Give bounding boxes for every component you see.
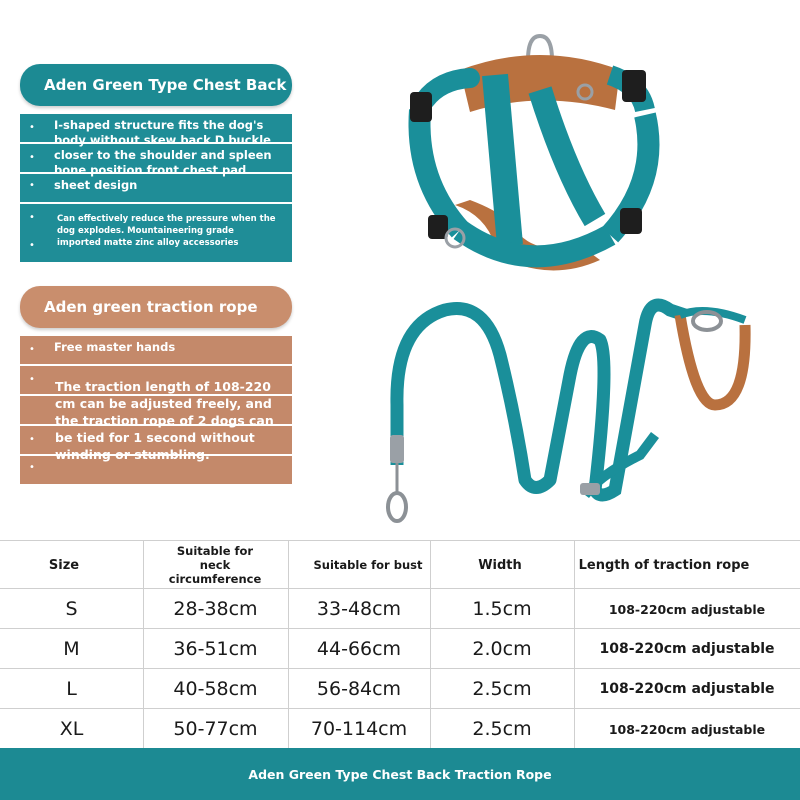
bullet-icon: • xyxy=(29,122,35,133)
bullet-icon: • xyxy=(29,462,35,473)
neck-cell: 28-38cm xyxy=(173,598,258,620)
header-width: Width xyxy=(478,557,522,573)
rope-length-cell: 108-220cm adjustable xyxy=(599,681,775,697)
width-cell: 2.0cm xyxy=(472,638,532,660)
table-row xyxy=(0,668,800,709)
bullet-icon: • xyxy=(29,180,35,191)
bust-cell: 70-114cm xyxy=(310,718,408,740)
bullet-icon: • xyxy=(29,212,35,223)
rope-feature-line1: Free master hands xyxy=(54,340,176,354)
width-cell: 2.5cm xyxy=(472,678,532,700)
harness-feature-small-text: Can effectively reduce the pressure when the dog explodes. Mountaineering grade imported matte zinc alloy accessories xyxy=(57,214,276,248)
bullet-icon: • xyxy=(29,374,35,385)
header-rope-length: Length of traction rope xyxy=(578,557,750,573)
size-cell: XL xyxy=(59,718,84,740)
traction-rope-image xyxy=(375,285,765,530)
table-row xyxy=(0,588,800,629)
size-cell: S xyxy=(65,598,78,620)
size-cell: M xyxy=(63,638,80,660)
bust-cell: 33-48cm xyxy=(316,598,402,620)
rope-section-title: Aden green traction rope xyxy=(20,286,292,328)
neck-cell: 36-51cm xyxy=(173,638,258,660)
bust-cell: 56-84cm xyxy=(316,678,402,700)
table-header-row xyxy=(0,540,800,589)
harness-section-title: Aden Green Type Chest Back xyxy=(20,64,292,106)
width-cell: 1.5cm xyxy=(472,598,532,620)
footer-banner: Aden Green Type Chest Back Traction Rope xyxy=(0,748,800,800)
rope-length-cell: 108-220cm adjustable xyxy=(599,641,775,657)
bust-cell: 44-66cm xyxy=(316,638,402,660)
neck-cell: 50-77cm xyxy=(173,718,258,740)
rope-length-cell: 108-220cm adjustable xyxy=(608,721,766,737)
size-cell: L xyxy=(66,678,77,700)
header-bust: Suitable for bust xyxy=(313,558,423,572)
bullet-icon: • xyxy=(29,240,35,251)
harness-feature-text: I-shaped structure fits the dog's body without skew back D buckle closer to the shoulder and spleen bone position front chest pad sheet design xyxy=(54,118,272,192)
table-row xyxy=(0,708,800,749)
table-row xyxy=(0,628,800,669)
harness-feature-panel xyxy=(20,114,292,262)
neck-cell: 40-58cm xyxy=(173,678,258,700)
bullet-icon: • xyxy=(29,434,35,445)
bullet-icon: • xyxy=(29,344,35,355)
harness-image xyxy=(400,30,670,280)
rope-length-cell: 108-220cm adjustable xyxy=(608,601,766,617)
header-size: Size xyxy=(48,557,80,573)
header-neck: Suitable for neck circumference xyxy=(168,544,262,586)
rope-feature-panel xyxy=(20,336,292,484)
width-cell: 2.5cm xyxy=(472,718,532,740)
bullet-icon: • xyxy=(29,152,35,163)
rope-feature-text: The traction length of 108-220 cm can be adjusted freely, and the traction rope of 2 dogs can be tied for 1 second without winding or stumbling. xyxy=(55,379,274,462)
